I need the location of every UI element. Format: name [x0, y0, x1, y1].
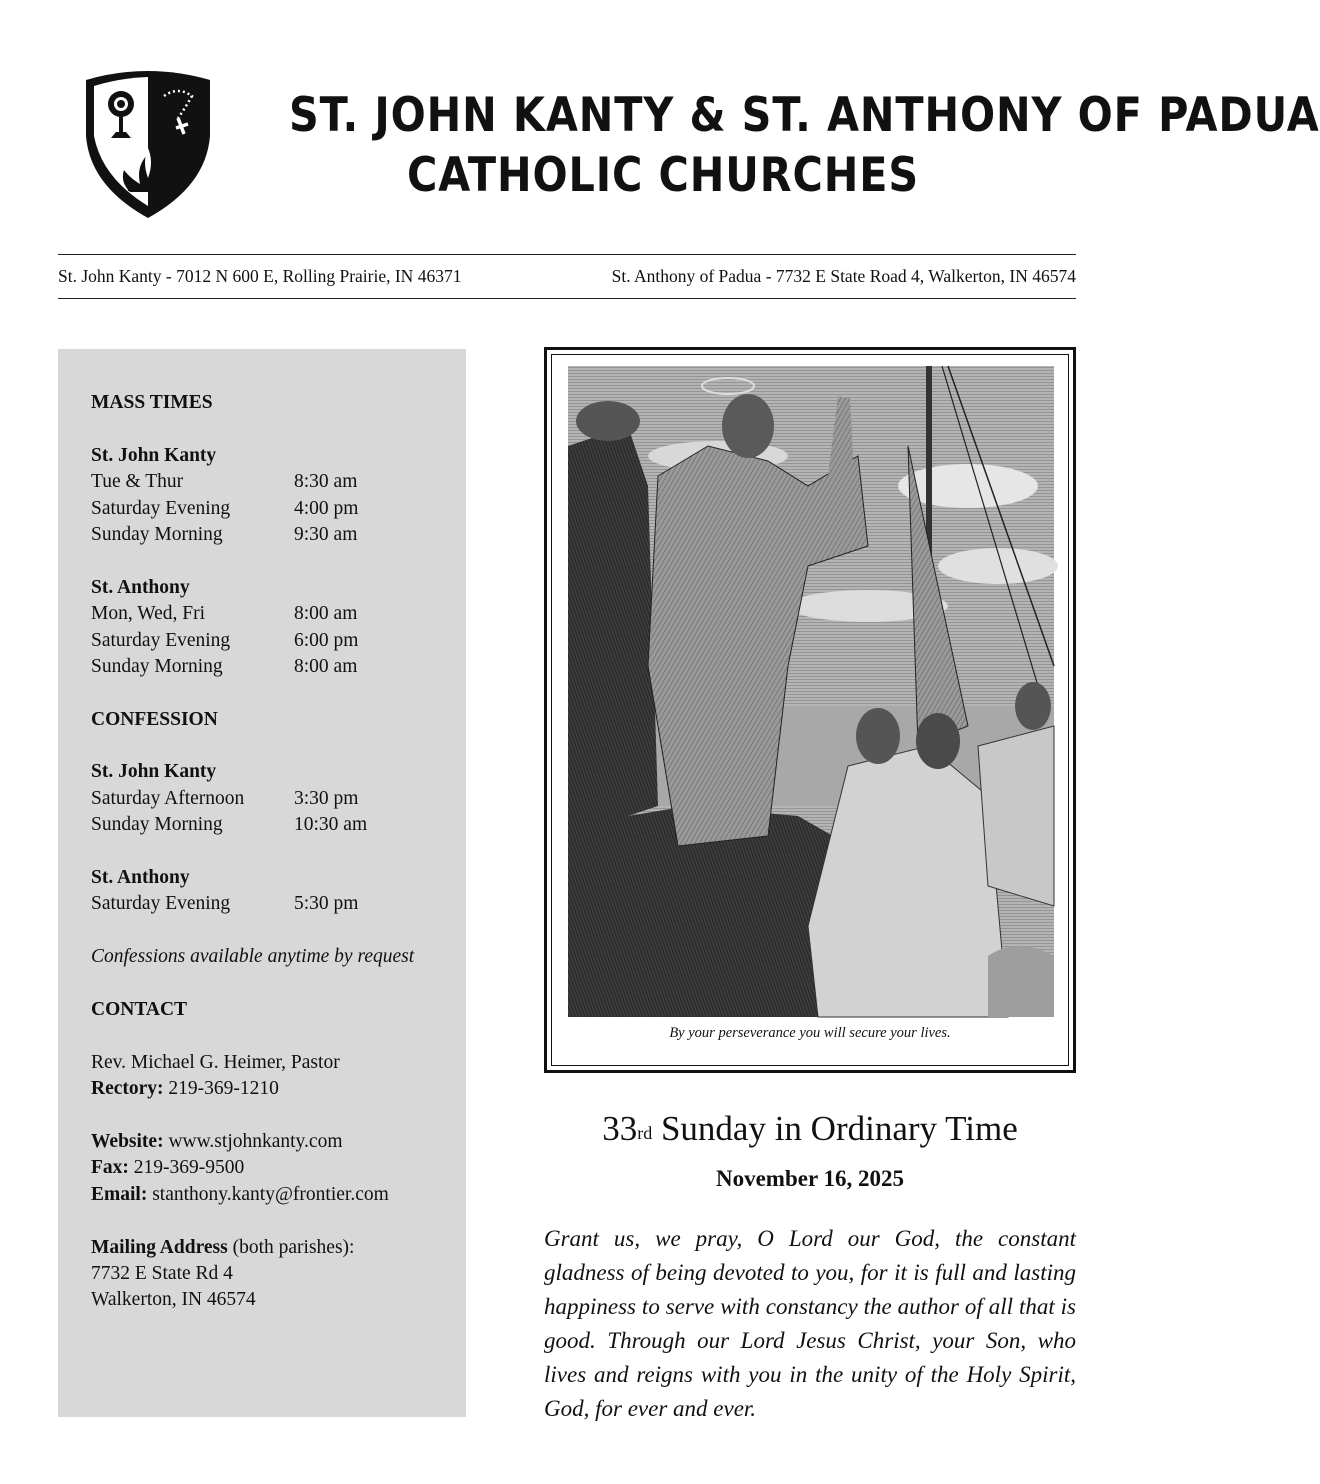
schedule-row: Mon, Wed, Fri 8:00 am — [91, 603, 358, 625]
collect-prayer: Grant us, we pray, O Lord our God, the constant gladness of being devoted to you, for it is full and lasting happiness to serve with constancy the author of all that is good. Through our Lord Jesus Christ, your Son, who lives and reigns with you in the unity of the Holy Spirit, God, for ever and ever. — [544, 1226, 1076, 1421]
fax-line: Fax: 219-369-9500 — [91, 1157, 245, 1179]
schedule-row: Tue & Thur 8:30 am — [91, 471, 358, 493]
pastor-name: Rev. Michael G. Heimer, Pastor — [91, 1051, 340, 1073]
confession-note: Confessions available anytime by request — [91, 946, 415, 968]
mailing-line-2: Walkerton, IN 46574 — [91, 1289, 256, 1311]
bulletin-date: November 16, 2025 — [715, 1166, 905, 1191]
rectory-line: Rectory: 219-369-1210 — [91, 1078, 279, 1100]
liturgical-day-title: 33rd Sunday in Ordinary Time — [602, 1109, 1018, 1148]
mailing-heading: Mailing Address (both parishes): — [91, 1236, 355, 1258]
address-st-anthony: St. Anthony of Padua - 7732 E State Road 4, Walkerton, IN 46574 — [611, 266, 1076, 286]
schedule-content — [91, 390, 414, 1314]
bottom-rule — [58, 298, 1076, 299]
website-line: Website: www.stjohnkanty.com — [91, 1130, 343, 1152]
schedule-row: Sunday Morning 8:00 am — [91, 655, 358, 677]
title-line-2: CATHOLIC CHURCHES — [406, 148, 919, 203]
gospel-engraving-illustration — [568, 366, 1054, 1017]
email-link[interactable]: stanthony.kanty@frontier.com — [147, 1183, 389, 1205]
mass-sjk-name: St. John Kanty — [91, 444, 217, 466]
schedule-row: Sunday Morning 9:30 am — [91, 523, 358, 545]
conf-sjk-name: St. John Kanty — [91, 761, 217, 783]
top-rule — [58, 254, 1076, 255]
mass-sa-name: St. Anthony — [91, 576, 190, 598]
confession-heading: CONFESSION — [91, 708, 218, 730]
mass-times-heading: MASS TIMES — [91, 392, 213, 413]
address-st-john-kanty: St. John Kanty - 7012 N 600 E, Rolling Prairie, IN 46371 — [58, 266, 462, 286]
contact-heading: CONTACT — [91, 998, 188, 1020]
illustration-caption: By your perseverance you will secure your lives. — [669, 1025, 951, 1041]
schedule-row: Saturday Afternoon 3:30 pm — [91, 787, 359, 809]
schedule-row: Sunday Morning 10:30 am — [91, 814, 368, 836]
conf-sa-name: St. Anthony — [91, 867, 190, 889]
parish-crest-logo — [80, 66, 216, 222]
title-line-1: ST. JOHN KANTY & ST. ANTHONY OF PADUA — [289, 88, 1320, 143]
schedule-row: Saturday Evening 4:00 pm — [91, 497, 359, 519]
email-line: Email: stanthony.kanty@frontier.com — [91, 1183, 389, 1205]
website-link[interactable]: www.stjohnkanty.com — [163, 1130, 343, 1152]
schedule-row: Saturday Evening 6:00 pm — [91, 629, 359, 651]
parish-title — [238, 86, 1320, 206]
schedule-row: Saturday Evening 5:30 pm — [91, 893, 359, 915]
mailing-line-1: 7732 E State Rd 4 — [91, 1262, 233, 1284]
